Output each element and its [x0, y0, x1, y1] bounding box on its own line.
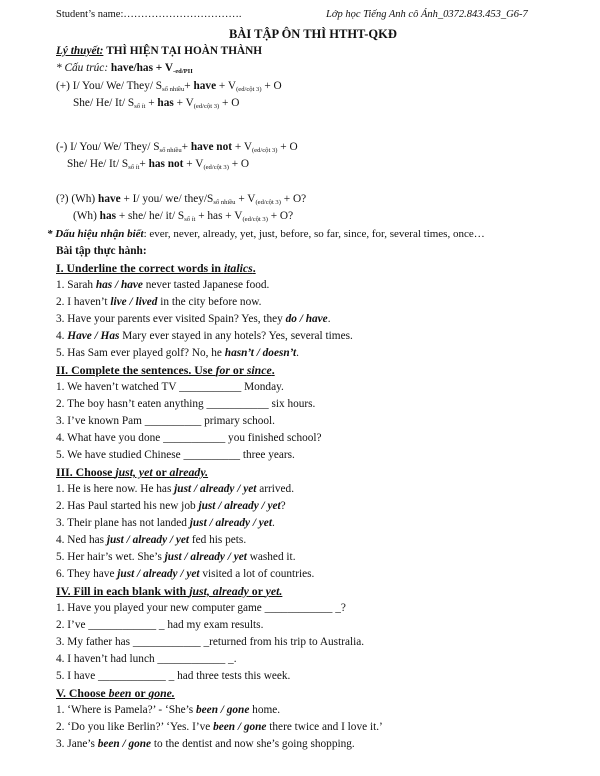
s3-item: 1. He is here now. He has just / already / yet arrived.	[56, 483, 295, 495]
negative-form-1: (-) I/ You/ We/ They/ $S_{số nhiều}+$ have not + $V_{(ed/cột 3)} + O$	[56, 141, 298, 154]
theory-heading	[56, 44, 262, 58]
section-4-heading: IV. Fill in each blank with just, already or yet.	[56, 584, 283, 598]
page-title: BÀI TẬP ÔN THÌ HTHT-QKĐ	[229, 27, 397, 41]
s3-item: 2. Has Paul started his new job just / already / yet?	[56, 500, 286, 512]
s3-item: 6. They have just / already / yet visited a lot of countries.	[56, 568, 315, 580]
s4-item: 4. I haven’t had lunch ____________ _.	[56, 653, 237, 665]
s1-item: 3. Have your parents ever visited Spain? Yes, they do / have.	[56, 313, 331, 325]
class-info: Lớp học Tiếng Anh cô Ánh_0372.843.453_G6-7	[326, 9, 528, 20]
s2-item: 4. What have you done ___________ you finished school?	[56, 432, 322, 444]
section-5-heading: V. Choose been or gone.	[56, 686, 175, 700]
signs-text: : ever, never, already, yet, just, before, so far, since, for, several times, once…	[143, 228, 485, 240]
s5-item: 3. Jane’s been / gone to the dentist and now she’s going shopping.	[56, 738, 355, 750]
s1-item: 2. I haven’t live / lived in the city before now.	[56, 296, 262, 308]
signs-label: * Dấu hiệu nhận biết	[47, 228, 144, 240]
s2-item: 5. We have studied Chinese __________ three years.	[56, 449, 295, 461]
student-name-label: Student’s name:…………………………….	[56, 9, 242, 20]
section-1-heading: I. Underline the correct words in italics.	[56, 261, 256, 275]
positive-form-1: (+) I/ You/ We/ They/ $S_{số nhiều}+$ have + $V_{(ed/cột 3)} + O$	[56, 80, 282, 93]
question-form-1: (?) (Wh) have + I/ you/ we/ they/$S_{số nhiều} + V_{(ed/cột 3)} + O$?	[56, 193, 307, 206]
s4-item: 1. Have you played your new computer game ____________ _?	[56, 602, 346, 614]
s1-item: 5. Has Sam ever played golf? No, he hasn’t / doesn’t.	[56, 347, 299, 359]
s1-item: 4. Have / Has Mary ever stayed in any hotels? Yes, several times.	[56, 330, 353, 342]
s4-item: 2. I’ve ____________ _ had my exam results.	[56, 619, 264, 631]
question-form-2: (Wh) has + she/ he/ it/ $S_{số ít}$ + has + $V_{(ed/cột 3)} + O$?	[73, 210, 294, 223]
section-2-heading: II. Complete the sentences. Use for or since.	[56, 363, 275, 377]
practice-heading: Bài tập thực hành:	[56, 245, 147, 257]
structure-text: have/has + V	[110, 62, 174, 74]
theory-label: Lý thuyết:	[56, 45, 104, 57]
theory-topic: THÌ HIỆN TẠI HOÀN THÀNH	[106, 45, 263, 57]
s3-item: 3. Their plane has not landed just / already / yet.	[56, 517, 275, 529]
s3-item: 5. Her hair’s wet. She’s just / already / yet washed it.	[56, 551, 296, 563]
structure-label: * Cấu trúc:	[56, 62, 109, 74]
section-3-heading: III. Choose just, yet or already.	[56, 465, 209, 479]
s3-item: 4. Ned has just / already / yet fed his pets.	[56, 534, 247, 546]
s1-item: 1. Sarah has / have never tasted Japanese food.	[56, 279, 270, 291]
s5-item: 1. ‘Where is Pamela?’ - ‘She’s been / gone home.	[56, 704, 281, 716]
s4-item: 3. My father has ____________ _returned from his trip to Australia.	[56, 636, 365, 648]
positive-form-2: She/ He/ It/ $S_{số ít}$ + has + $V_{(ed/cột 3)} + O$	[73, 97, 240, 110]
signs-line	[47, 227, 485, 241]
s2-item: 2. The boy hasn’t eaten anything ___________ six hours.	[56, 398, 316, 410]
s5-item: 2. ‘Do you like Berlin?’ ‘Yes. I’ve been / gone there twice and I love it.’	[56, 721, 383, 733]
structure-line: * Cấu trúc: have/has + $V_{-ed/PII}$	[56, 62, 193, 75]
negative-form-2: She/ He/ It/ $S_{số ít}+$ has not + $V_{(ed/cột 3)} + O$	[67, 158, 250, 171]
s4-item: 5. I have ____________ _ had three tests this week.	[56, 670, 291, 682]
s2-item: 1. We haven’t watched TV ___________ Monday.	[56, 381, 284, 393]
s2-item: 3. I’ve known Pam __________ primary school.	[56, 415, 276, 427]
